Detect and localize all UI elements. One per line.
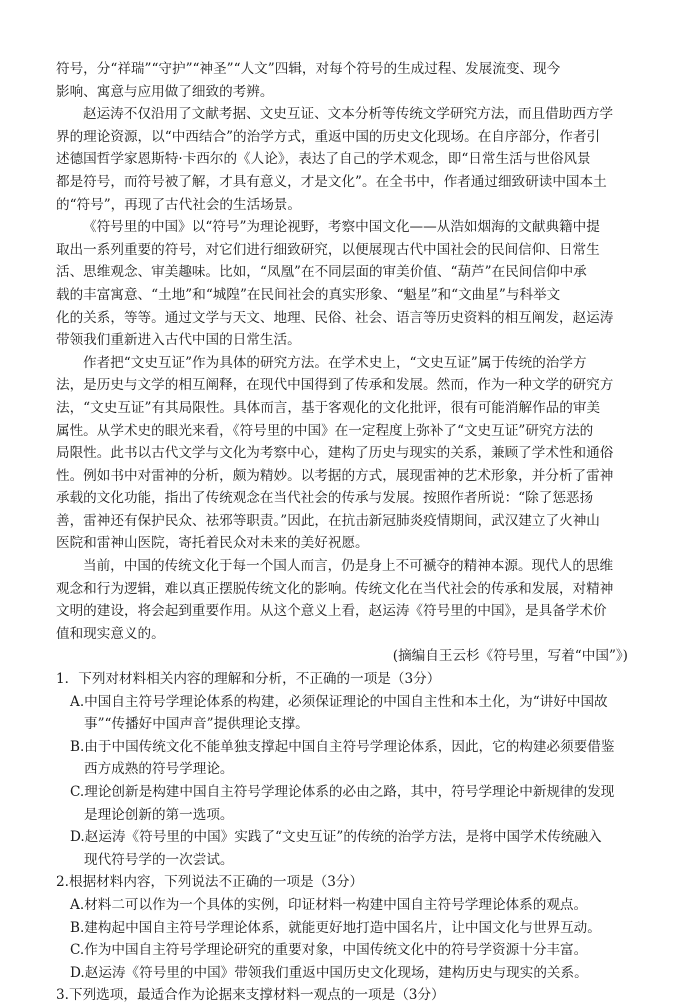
answer-option-continuation: 是理论创新的第一选项。 xyxy=(84,806,234,823)
article-line: 承载的文化功能，指出了传统观念在当代社会的传承与发展。按照作者所说：“除了惩恶扬 xyxy=(56,490,594,507)
source-note: (摘编自王云杉《符号里，写着“中国”》) xyxy=(392,648,628,665)
answer-option: B.由于中国传统文化不能单独支撑起中国自主符号学理论体系，因此，它的构建必须要借鉴 xyxy=(70,738,615,755)
article-line: 文明的建设，将会起到重要作用。从这个意义上看，赵运涛《符号里的中国》，是具备学术价 xyxy=(56,603,607,620)
article-line: 当前，中国的传统文化于每一个国人而言，仍是身上不可褫夺的精神本源。现代人的思维 xyxy=(83,558,614,575)
answer-option: D.赵运涛《符号里的中国》带领我们重返中国历史文化现场，建构历史与现实的关系。 xyxy=(70,964,588,981)
answer-option-continuation: 现代符号学的一次尝试。 xyxy=(84,851,234,868)
article-line: 观念和行为逻辑，难以真正摆脱传统文化的影响。传统文化在当代社会的传承和发展，对精神 xyxy=(56,580,614,597)
article-line: 活、思维观念、审美趣味。比如，“凤凰”在不同层面的审美价值、“葫芦”在民间信仰中承 xyxy=(56,264,587,281)
article-body xyxy=(56,58,636,645)
article-line: 取出一系列重要的符号，对它们进行细致研究，以便展现古代中国社会的民间信仰、日常生 xyxy=(56,241,600,258)
article-line: 《符号里的中国》以“符号”为理论视野，考察中国文化——从浩如烟海的文献典籍中提 xyxy=(83,219,600,236)
answer-option-continuation: 西方成熟的符号学理论。 xyxy=(84,761,234,778)
article-line: 赵运涛不仅沿用了文献考据、文史互证、文本分析等传统文学研究方法，而且借助西方学 xyxy=(83,106,614,123)
article-line: 都是符号，而符号被了解，才具有意义，才是文化”。在全书中，作者通过细致研读中国本土 xyxy=(56,173,607,190)
article-line: 善，雷神还有保护民众、祛邪等职责。”因此，在抗击新冠肺炎疫情期间，武汉建立了火神山 xyxy=(56,512,600,529)
article-line: 医院和雷神山医院，寄托着民众对未来的美好祝愿。 xyxy=(56,535,369,552)
article-line: 值和现实意义的。 xyxy=(56,625,165,642)
article-line: 载的丰富寓意、“土地”和“城隍”在民间社会的真实形象、“魁星”和“文曲星”与科举文 xyxy=(56,286,561,303)
article-line: 化的关系，等等。通过文学与天文、地理、民俗、社会、语言等历史资料的相互阐发，赵运涛 xyxy=(56,309,614,326)
question-stem: 2.根据材料内容，下列说法不正确的一项是（3分） xyxy=(56,874,364,891)
article-line: 局限性。此书以古代文学与文化为考察中心，建构了历史与现实的关系，兼顾了学术性和通俗 xyxy=(56,445,614,462)
article-line: 述德国哲学家恩斯特·卡西尔的《人论》，表达了自己的学术观念，即“日常生活与世俗风景 xyxy=(56,151,591,168)
answer-option: B.建构起中国自主符号学理论体系，就能更好地打造中国名片，让中国文化与世界互动。 xyxy=(70,919,601,936)
answer-option: A.材料二可以作为一个具体的实例，印证材料一构建中国自主符号学理论体系的观点。 xyxy=(70,896,588,913)
questions-section xyxy=(56,668,636,1007)
article-line: 的“符号”，再现了古代社会的生活场景。 xyxy=(56,196,301,213)
article-line: 作者把“文史互证”作为具体的研究方法。在学术史上，“文史互证”属于传统的治学方 xyxy=(83,354,587,371)
article-line: 法，是历史与文学的相互阐释，在现代中国得到了传承和发展。然而，作为一种文学的研究方 xyxy=(56,377,614,394)
answer-option: D.赵运涛《符号里的中国》实践了“文史互证”的传统的治学方法，是将中国学术传统融入 xyxy=(70,829,602,846)
article-line: 界的理论资源，以“中西结合”的治学方式，重返中国的历史文化现场。在自序部分，作者引 xyxy=(56,128,601,145)
question-stem: 3.下列选项，最适合作为论据来支撑材料一观点的一项是（3分） xyxy=(56,987,445,1004)
article-line: 属性。从学术史的眼光来看，《符号里的中国》在一定程度上弥补了“文史互证”研究方法的 xyxy=(56,422,594,439)
article-line: 性。例如书中对雷神的分析，颇为精妙。以考据的方式，展现雷神的艺术形象，并分析了雷神 xyxy=(56,467,614,484)
document-page xyxy=(56,58,636,1007)
answer-option: C.作为中国自主符号学理论研究的重要对象，中国传统文化中的符号学资源十分丰富。 xyxy=(70,942,588,959)
article-line: 符号，分“祥瑞”“守护”“神圣”“人文”四辑，对每个符号的生成过程、发展流变、现今 xyxy=(56,61,561,77)
question-stem: 1．下列对材料相关内容的理解和分析，不正确的一项是（3分） xyxy=(56,671,441,688)
answer-option-continuation: 事”“传播好中国声音”提供理论支撑。 xyxy=(84,716,309,733)
answer-option: A.中国自主符号学理论体系的构建，必须保证理论的中国自主性和本土化，为“讲好中国故 xyxy=(70,693,608,710)
answer-option: C.理论创新是构建中国自主符号学理论体系的必由之路，其中，符号学理论中新规律的发现 xyxy=(70,784,615,800)
article-line: 带领我们重新进入古代中国的日常生活。 xyxy=(56,332,301,349)
article-line: 影响、寓意与应用做了细致的考辨。 xyxy=(56,83,274,100)
article-line: 法，“文史互证”有其局限性。具体而言，基于客观化的文化批评，很有可能消解作品的审美 xyxy=(56,399,601,416)
